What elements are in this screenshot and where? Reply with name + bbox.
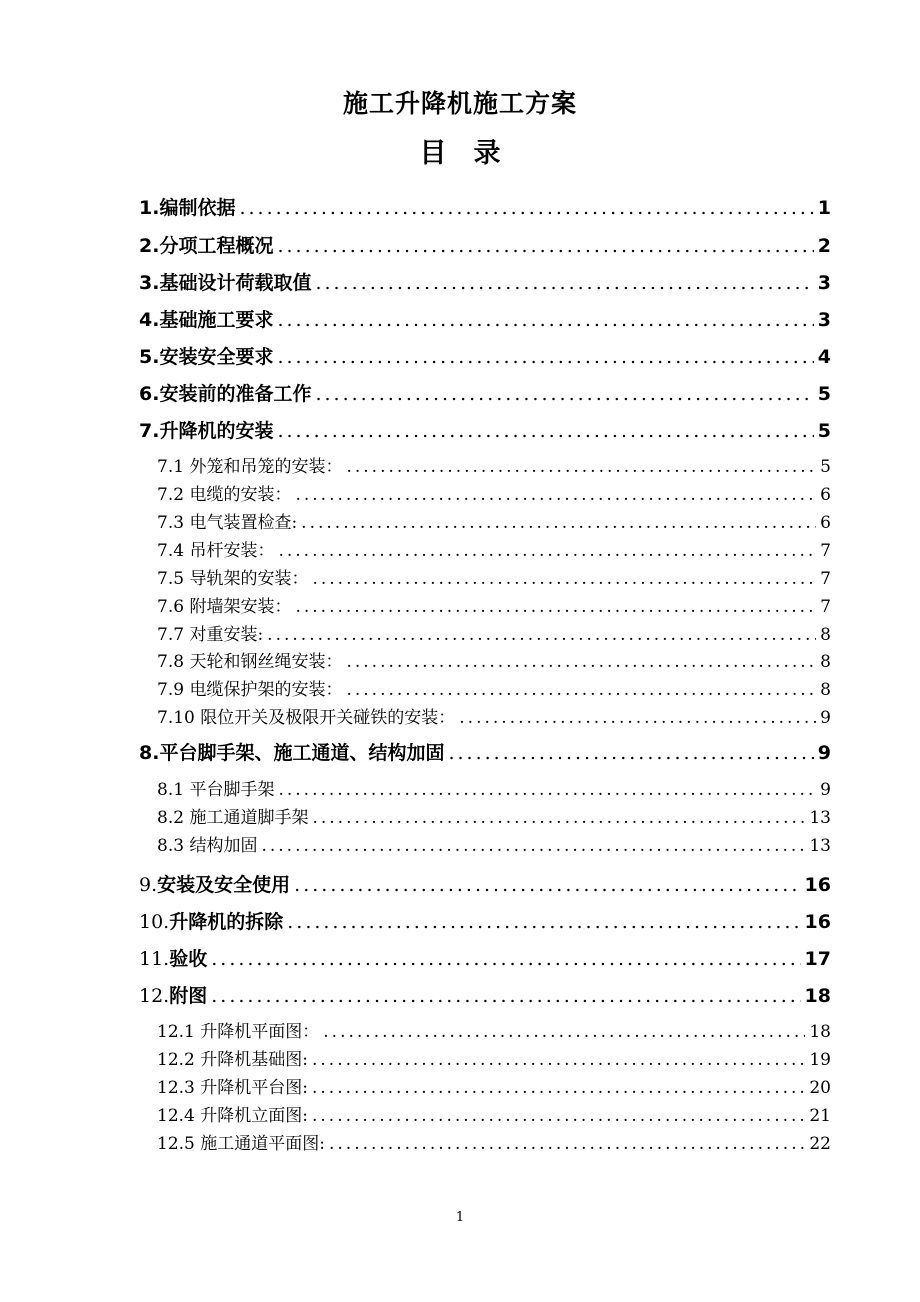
toc-entry-label xyxy=(157,564,308,589)
toc-entry xyxy=(139,738,831,764)
toc-dot-leader xyxy=(301,513,816,533)
toc-entry xyxy=(157,452,831,476)
toc-entry-label xyxy=(157,452,342,477)
toc-entry xyxy=(157,1101,831,1125)
toc-entry xyxy=(157,775,831,799)
toc-entry-number: 7. xyxy=(139,420,160,442)
toc-entry-number: 2. xyxy=(139,235,160,257)
toc-entry-text: 基础设计荷载取值 xyxy=(159,272,312,294)
toc-entry xyxy=(139,268,831,294)
toc-entry-label xyxy=(157,675,342,700)
toc-entry-text: 安装安全要求 xyxy=(159,346,274,368)
toc-entry xyxy=(139,981,831,1007)
toc-entry-label xyxy=(157,592,291,617)
toc-entry-label xyxy=(157,1017,319,1042)
toc-dot-leader xyxy=(312,1050,805,1070)
toc-entry-text: 7.4 吊杆安装： xyxy=(157,541,275,561)
toc-dot-leader xyxy=(211,948,800,970)
toc-entry-text: 安装及安全使用 xyxy=(157,874,291,896)
toc-entry xyxy=(139,379,831,405)
toc-entry-page: 9 xyxy=(820,780,831,800)
toc-entry-text: 7.9 电缆保护架的安装： xyxy=(157,680,343,700)
toc-entry-label xyxy=(139,870,290,897)
toc-entry xyxy=(139,870,831,896)
toc-entry xyxy=(139,416,831,442)
toc-entry-page: 13 xyxy=(809,808,831,828)
toc-entry-label xyxy=(157,480,291,505)
toc-entry-number: 6. xyxy=(139,383,160,405)
toc-entry-text: 7.10 限位开关及极限开关碰铁的安装： xyxy=(157,708,456,728)
toc-dot-leader xyxy=(277,309,813,331)
toc-entry-label xyxy=(157,1045,308,1070)
toc-entry-label xyxy=(139,738,444,765)
toc-dot-leader xyxy=(261,836,805,856)
toc-entry xyxy=(157,1017,831,1041)
toc-entry-page: 17 xyxy=(804,948,831,970)
toc-entry-label xyxy=(139,193,235,220)
toc-entry-page: 8 xyxy=(820,680,831,700)
toc-entry-text: 12.3 升降机平台图: xyxy=(157,1078,308,1098)
toc-entry-text: 12.1 升降机平面图： xyxy=(157,1022,320,1042)
toc-dot-leader xyxy=(323,1022,805,1042)
toc-entry-page: 19 xyxy=(809,1050,831,1070)
toc-dot-leader xyxy=(278,541,816,561)
toc-entry xyxy=(157,536,831,560)
toc-entry-text: 7.3 电气装置检查: xyxy=(157,513,298,533)
toc-entry-page: 21 xyxy=(809,1106,831,1126)
toc-entry xyxy=(157,1129,831,1153)
toc-dot-leader xyxy=(315,272,813,294)
toc-entry-text: 8.3 结构加固 xyxy=(157,836,258,856)
toc-entry-text: 8.2 施工通道脚手架 xyxy=(157,808,309,828)
toc-dot-leader xyxy=(295,597,816,617)
toc-entry-text: 7.5 导轨架的安装： xyxy=(157,569,309,589)
toc-entry-page: 6 xyxy=(820,513,831,533)
toc-dot-leader xyxy=(459,708,816,728)
toc-entry xyxy=(139,342,831,368)
toc-entry xyxy=(157,592,831,616)
toc-entry-label xyxy=(139,944,207,971)
toc-entry xyxy=(157,703,831,727)
toc-entry-text: 7.2 电缆的安装： xyxy=(157,485,292,505)
toc-entry-page: 3 xyxy=(817,309,831,331)
toc-dot-leader xyxy=(312,1106,805,1126)
toc-entry xyxy=(157,564,831,588)
toc-entry-text: 基础施工要求 xyxy=(159,309,274,331)
toc-entry xyxy=(157,508,831,532)
toc-entry-text: 编制依据 xyxy=(159,197,236,219)
toc-entry-page: 2 xyxy=(817,235,831,257)
toc-entry xyxy=(157,620,831,644)
toc-entry-text: 12.2 升降机基础图: xyxy=(157,1050,308,1070)
toc-entry-label xyxy=(139,342,273,369)
toc-entry-text: 12.5 施工通道平面图: xyxy=(157,1134,325,1154)
toc-entry-page: 5 xyxy=(817,383,831,405)
toc-dot-leader xyxy=(346,457,816,477)
toc-entry-page: 18 xyxy=(809,1022,831,1042)
toc-entry-page: 8 xyxy=(820,652,831,672)
toc-entry-label xyxy=(139,907,283,934)
toc-entry-number: 9. xyxy=(139,874,158,896)
toc-dot-leader xyxy=(277,420,813,442)
toc-dot-leader xyxy=(278,780,816,800)
toc-entry-number: 11. xyxy=(139,948,170,970)
toc-entry-page: 5 xyxy=(820,457,831,477)
toc-entry-page: 18 xyxy=(804,985,831,1007)
toc-dot-leader xyxy=(294,874,800,896)
toc-entry-label xyxy=(157,536,274,561)
toc-entry-page: 6 xyxy=(820,485,831,505)
toc-entry-text: 7.6 附墙架安装： xyxy=(157,597,292,617)
toc-entry-page: 7 xyxy=(820,569,831,589)
toc-entry xyxy=(157,803,831,827)
toc-entry-page: 8 xyxy=(820,625,831,645)
toc-entry xyxy=(139,944,831,970)
toc-dot-leader xyxy=(295,485,816,505)
toc-entry-text: 升降机的安装 xyxy=(159,420,274,442)
toc-entry-number: 4. xyxy=(139,309,160,331)
toc-entry-number: 3. xyxy=(139,272,160,294)
toc-entry-page: 7 xyxy=(820,597,831,617)
toc-entry-page: 16 xyxy=(804,874,831,896)
toc-entry-page: 4 xyxy=(817,346,831,368)
toc-entry xyxy=(139,305,831,331)
toc-dot-leader xyxy=(312,569,816,589)
toc-entry xyxy=(139,193,831,219)
toc-entry-label xyxy=(157,775,274,800)
page-number: 1 xyxy=(455,1210,465,1225)
toc-dot-leader xyxy=(267,625,816,645)
toc-entry-text: 12.4 升降机立面图: xyxy=(157,1106,308,1126)
toc-entry-text: 7.1 外笼和吊笼的安装： xyxy=(157,457,343,477)
toc-entry-text: 附图 xyxy=(169,985,208,1007)
toc-entry-text: 分项工程概况 xyxy=(159,235,274,257)
toc-entry-number: 10. xyxy=(139,911,170,933)
toc-entry xyxy=(157,647,831,671)
toc-entry-number: 5. xyxy=(139,346,160,368)
toc-entry-label xyxy=(139,981,207,1008)
toc-entry xyxy=(157,831,831,855)
toc-entry-text: 7.8 天轮和钢丝绳安装： xyxy=(157,652,343,672)
toc-entry-page: 13 xyxy=(809,836,831,856)
toc-entry-page: 9 xyxy=(820,708,831,728)
document-title: 施工升降机施工方案 xyxy=(342,89,577,118)
toc-entry-page: 20 xyxy=(809,1078,831,1098)
toc-entry-page: 9 xyxy=(817,742,831,764)
toc-dot-leader xyxy=(312,1078,805,1098)
toc-entry-text: 7.7 对重安装: xyxy=(157,625,264,645)
toc-entry-page: 5 xyxy=(817,420,831,442)
toc-entry-page: 3 xyxy=(817,272,831,294)
toc-entry xyxy=(157,675,831,699)
toc-dot-leader xyxy=(346,652,816,672)
toc-entry-text: 8.1 平台脚手架 xyxy=(157,780,275,800)
toc-entry xyxy=(157,1073,831,1097)
toc-entry-number: 8. xyxy=(139,742,160,764)
toc-entry-label xyxy=(139,268,311,295)
toc-entry-text: 平台脚手架、施工通道、结构加固 xyxy=(159,742,445,764)
toc-entry-text: 验收 xyxy=(169,948,208,970)
toc-entry-number: 1. xyxy=(139,197,160,219)
toc-entry-number: 12. xyxy=(139,985,170,1007)
toc-entry-label xyxy=(157,1129,325,1154)
toc-entry-label xyxy=(139,231,273,258)
toc-dot-leader xyxy=(277,235,813,257)
toc-entry-page: 16 xyxy=(804,911,831,933)
toc-entry-page: 1 xyxy=(817,197,831,219)
toc-entry-page: 22 xyxy=(809,1134,831,1154)
toc-entry-label xyxy=(157,620,263,645)
toc-entry-page: 7 xyxy=(820,541,831,561)
toc-dot-leader xyxy=(287,911,800,933)
toc-entry xyxy=(139,231,831,257)
toc-entry-label xyxy=(139,305,273,332)
toc-dot-leader xyxy=(239,197,813,219)
toc-entry xyxy=(157,480,831,504)
toc-dot-leader xyxy=(346,680,816,700)
toc-entry-label xyxy=(157,803,308,828)
toc-dot-leader xyxy=(315,383,813,405)
toc-entry-text: 安装前的准备工作 xyxy=(159,383,312,405)
toc-entry-label xyxy=(157,831,257,856)
toc-dot-leader xyxy=(312,808,805,828)
toc-entry-label xyxy=(157,1073,308,1098)
toc-entry-label xyxy=(157,508,297,533)
toc-heading: 目 录 xyxy=(419,138,501,169)
toc-entry-text: 升降机的拆除 xyxy=(169,911,284,933)
toc-dot-leader xyxy=(277,346,813,368)
toc-dot-leader xyxy=(448,742,813,764)
toc-dot-leader xyxy=(211,985,800,1007)
toc-entry-label xyxy=(157,1101,308,1126)
toc-entry xyxy=(157,1045,831,1069)
toc-entry xyxy=(139,907,831,933)
toc-entry-label xyxy=(139,379,311,406)
toc-entry-label xyxy=(157,703,455,728)
toc-entry-label xyxy=(139,416,273,443)
toc-dot-leader xyxy=(329,1134,805,1154)
toc-entry-label xyxy=(157,647,342,672)
